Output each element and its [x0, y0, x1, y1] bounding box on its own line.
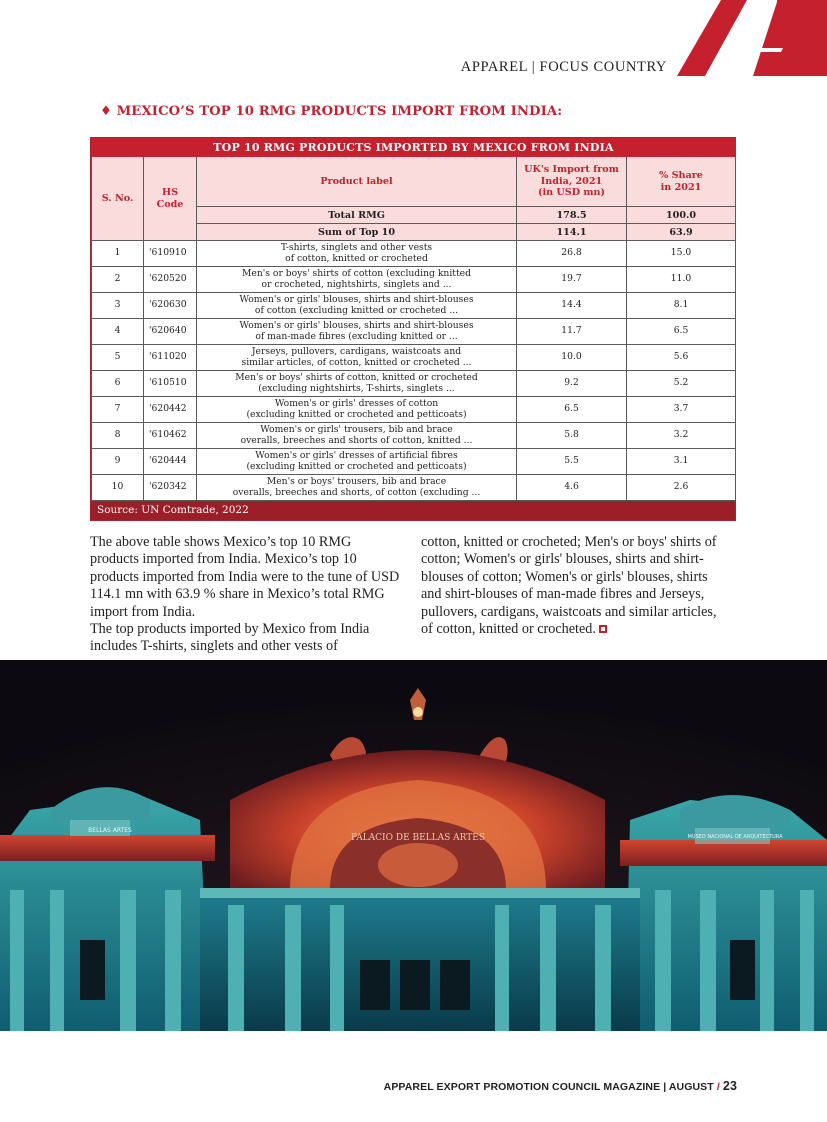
cell-sno: 7: [92, 397, 144, 423]
header-hs-code: [144, 157, 197, 241]
cell-hs-code: '620520: [144, 267, 197, 293]
table-body: [92, 241, 736, 501]
cell-product-line1: Women's or girls' dresses of artificial fibres: [255, 449, 458, 461]
cell-product-line2: (excluding nightshirts, T-shirts, singlets ...: [258, 382, 455, 394]
cell-sno: 3: [92, 293, 144, 319]
cell-product: [197, 345, 517, 371]
cell-value: 5.8: [517, 423, 627, 449]
left-sign-text: BELLAS ARTES: [88, 827, 132, 834]
cell-value: 5.5: [517, 449, 627, 475]
cell-sno: 1: [92, 241, 144, 267]
cell-product-line1: Men's or boys' shirts of cotton, knitted or crocheted: [235, 371, 478, 383]
header-import-line2: India, 2021: [540, 175, 603, 187]
summary-value: 178.5: [517, 207, 627, 224]
body-column-right: [421, 534, 731, 638]
palacio-de-bellas-artes-night-photo: [0, 660, 827, 1031]
header-import-line3: (in USD mn): [537, 187, 606, 199]
cell-share: 6.5: [627, 319, 736, 345]
cell-hs-code: '620342: [144, 475, 197, 501]
table-row: [92, 241, 736, 267]
summary-share: 63.9: [627, 224, 736, 241]
table-caption: TOP 10 RMG PRODUCTS IMPORTED BY MEXICO FROM INDIA: [92, 139, 736, 157]
cell-sno: 5: [92, 345, 144, 371]
header-hs-code-line2: Code: [156, 198, 184, 210]
cell-sno: 8: [92, 423, 144, 449]
section-title: ♦ MEXICO’S TOP 10 RMG PRODUCTS IMPORT FROM INDIA:: [100, 104, 563, 119]
cell-share: 15.0: [627, 241, 736, 267]
cell-product-line1: Women's or girls' dresses of cotton: [274, 397, 439, 409]
cell-product-line2: (excluding knitted or crocheted and petticoats): [246, 460, 467, 472]
cell-value: 9.2: [517, 371, 627, 397]
import-table: [90, 137, 736, 521]
table-row: [92, 397, 736, 423]
cell-value: 14.4: [517, 293, 627, 319]
cell-product-line1: Men's or boys' shirts of cotton (excluding knitted: [242, 267, 471, 279]
cell-product-line2: or crocheted, nightshirts, singlets and ...: [261, 278, 452, 290]
summary-label: Total RMG: [197, 207, 517, 224]
footer-separator: /: [716, 1081, 720, 1093]
header-share-line1: % Share: [659, 169, 703, 181]
cell-value: 4.6: [517, 475, 627, 501]
cell-product-line1: Jerseys, pullovers, cardigans, waistcoats and: [251, 345, 462, 357]
cell-product: [197, 241, 517, 267]
brand-logo-icon: [677, 0, 827, 76]
table-row: [92, 475, 736, 501]
cell-sno: 2: [92, 267, 144, 293]
cell-value: 6.5: [517, 397, 627, 423]
cell-product-line2: similar articles, of cotton, knitted or crocheted ...: [241, 356, 472, 368]
cell-product: [197, 449, 517, 475]
cell-hs-code: '610462: [144, 423, 197, 449]
facade-text: PALACIO DE BELLAS ARTES: [350, 833, 486, 843]
table-source: Source: UN Comtrade, 2022: [91, 501, 735, 520]
cell-product-line1: T-shirts, singlets and other vests: [280, 241, 433, 253]
table-row: [92, 449, 736, 475]
cell-product: [197, 423, 517, 449]
cell-sno: 9: [92, 449, 144, 475]
cell-share: 2.6: [627, 475, 736, 501]
cell-product: [197, 267, 517, 293]
table-row: [92, 319, 736, 345]
cell-product: [197, 293, 517, 319]
end-of-article-icon: [599, 625, 607, 633]
cell-product-line1: Women's or girls' blouses, shirts and shirt-blouses: [239, 293, 474, 305]
running-head: APPAREL | FOCUS COUNTRY: [460, 59, 667, 75]
cell-sno: 4: [92, 319, 144, 345]
cell-share: 5.2: [627, 371, 736, 397]
cell-hs-code: '620630: [144, 293, 197, 319]
cell-sno: 6: [92, 371, 144, 397]
cell-product-line2: of man-made fibres (excluding knitted or ...: [255, 330, 458, 342]
header-hs-code-line1: HS: [162, 186, 178, 198]
cell-share: 11.0: [627, 267, 736, 293]
table-row: [92, 267, 736, 293]
header-import-line1: UK's Import from: [524, 163, 619, 175]
cell-share: 8.1: [627, 293, 736, 319]
cell-hs-code: '610910: [144, 241, 197, 267]
cell-product-line1: Women's or girls' blouses, shirts and shirt-blouses: [239, 319, 474, 331]
cell-hs-code: '620444: [144, 449, 197, 475]
table-row: [92, 345, 736, 371]
footer-text: APPAREL EXPORT PROMOTION COUNCIL MAGAZINE | AUGUST: [383, 1081, 714, 1093]
cell-value: 11.7: [517, 319, 627, 345]
summary-value: 114.1: [517, 224, 627, 241]
body-paragraph-text: cotton, knitted or crocheted; Men's or boys' shirts of cotton; Women's or girls' blouses, shirts and shirt-blouses of cotton; Women's or girls' blouses, shirts and shirt-blouses of man-made fibres and Jerseys, pullovers, cardigans, waistcoats and similar articles, of cotton, knitted or crocheted.: [421, 534, 717, 638]
cell-share: 3.2: [627, 423, 736, 449]
cell-share: 3.7: [627, 397, 736, 423]
cell-product-line2: (excluding knitted or crocheted and petticoats): [246, 408, 467, 420]
cell-hs-code: '611020: [144, 345, 197, 371]
body-paragraph: [421, 534, 731, 638]
summary-share: 100.0: [627, 207, 736, 224]
cell-hs-code: '620442: [144, 397, 197, 423]
header-share: [627, 157, 736, 207]
cell-value: 26.8: [517, 241, 627, 267]
summary-label: Sum of Top 10: [197, 224, 517, 241]
page-number: 23: [722, 1079, 737, 1093]
cell-share: 3.1: [627, 449, 736, 475]
cell-product-line2: overalls, breeches and shorts of cotton, knitted ...: [240, 434, 473, 446]
header-product-label: Product label: [197, 157, 517, 207]
cell-product: [197, 319, 517, 345]
cell-product-line2: of cotton, knitted or crocheted: [285, 252, 428, 264]
table-row: [92, 371, 736, 397]
cell-product: [197, 371, 517, 397]
body-paragraph: The above table shows Mexico’s top 10 RMG products imported from India. Mexico’s top 10 products imported from India were to the tune of USD 114.1 mn with 63.9 % share in Mexico’s total RMG import from India.: [90, 534, 400, 620]
cell-hs-code: '620640: [144, 319, 197, 345]
body-column-left: [90, 534, 400, 656]
cell-product-line1: Men's or boys' trousers, bib and brace: [266, 475, 447, 487]
import-table-grid: [91, 138, 736, 501]
building-illustration-icon: [0, 660, 827, 1031]
header-import-value: [517, 157, 627, 207]
cell-sno: 10: [92, 475, 144, 501]
cell-value: 10.0: [517, 345, 627, 371]
cell-value: 19.7: [517, 267, 627, 293]
right-sign-text: MUSEO NACIONAL DE ARQUITECTURA: [687, 834, 783, 840]
table-row: [92, 293, 736, 319]
cell-product-line2: overalls, breeches and shorts, of cotton (excluding ...: [232, 486, 481, 498]
cell-hs-code: '610510: [144, 371, 197, 397]
cell-share: 5.6: [627, 345, 736, 371]
table-row: [92, 423, 736, 449]
header-share-line2: in 2021: [660, 181, 702, 193]
page-footer: [384, 1079, 737, 1093]
cell-product: [197, 397, 517, 423]
body-paragraph: The top products imported by Mexico from India includes T-shirts, singlets and other vests of: [90, 621, 370, 655]
cell-product-line2: of cotton (excluding knitted or crocheted ...: [254, 304, 459, 316]
header-sno: S. No.: [92, 157, 144, 241]
cell-product: [197, 475, 517, 501]
cell-product-line1: Women's or girls' trousers, bib and brace: [260, 423, 453, 435]
